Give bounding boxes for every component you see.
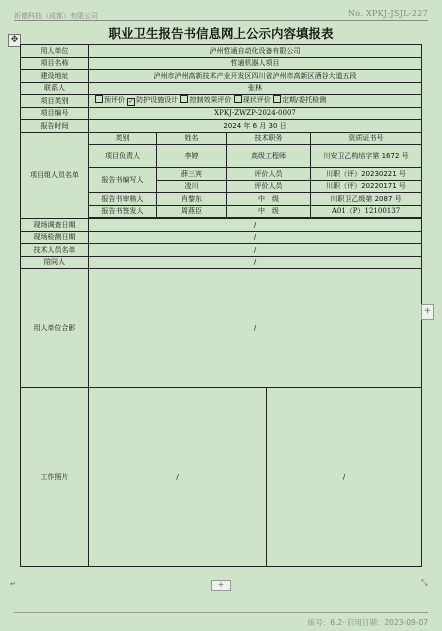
issuer-title[interactable]: 中 级	[227, 205, 311, 218]
address-label: 建设地址	[21, 70, 89, 83]
tech-staff-value[interactable]: /	[89, 244, 422, 257]
project-number-value[interactable]: XPKJ-ZWZP-2024-0007	[89, 107, 422, 120]
employer-coop-value[interactable]: /	[89, 269, 422, 388]
checkbox-icon	[180, 95, 188, 103]
checkbox-control-effect[interactable]: 控制效果评价	[180, 96, 231, 104]
address-value[interactable]: 泸州市泸州高新技术产业开发区四川省泸州市高新区酒谷大道五段	[89, 70, 422, 83]
add-row-icon[interactable]: +	[211, 580, 231, 591]
writer-1-cert[interactable]: 川职（评）20230221 号	[311, 168, 422, 181]
writer-label: 报告书编写人	[89, 168, 157, 193]
writer-2-title[interactable]: 评价人员	[227, 180, 311, 193]
photo-1-cell[interactable]: /	[89, 388, 267, 567]
employer-label: 用人单位	[21, 45, 89, 58]
footer-version: 版号：6.2··启用日期：2023-09-07	[307, 618, 428, 627]
checkbox-pre-assessment[interactable]: 预评价	[95, 96, 125, 104]
leader-label: 项目负责人	[89, 145, 157, 168]
project-number-label: 项目编号	[21, 107, 89, 120]
team-header-cert: 资质证书号	[311, 132, 422, 145]
reviewer-name[interactable]: 肖黎东	[157, 193, 227, 206]
sampling-date-value[interactable]: /	[89, 231, 422, 244]
reviewer-cert[interactable]: 川职卫乙级第 2087 号	[311, 193, 422, 206]
contact-value[interactable]: 张林	[89, 82, 422, 95]
project-type-label: 项目类别	[21, 95, 89, 108]
project-type-options	[89, 95, 422, 108]
writer-1-name[interactable]: 薛三宾	[157, 168, 227, 181]
team-header-title: 技术职务	[227, 132, 311, 145]
contact-label: 联系人	[21, 82, 89, 95]
footer-rule	[14, 612, 428, 613]
reviewer-label: 报告书审核人	[89, 193, 157, 206]
project-name-value[interactable]: 哲通机器人项目	[89, 57, 422, 70]
tech-staff-label: 技术人员名单	[21, 244, 89, 257]
table-resize-icon[interactable]: ⤡	[421, 578, 428, 587]
header-company: 祈德科技（成都）有限公司	[14, 12, 98, 20]
report-date-label: 报告时间	[21, 120, 89, 133]
issuer-cert[interactable]: A01（P）12100137	[311, 205, 422, 218]
report-date-value[interactable]: 2024 年 6 月 30 日	[89, 120, 422, 133]
reviewer-title[interactable]: 中 级	[227, 193, 311, 206]
writer-2-name[interactable]: 凌川	[157, 180, 227, 193]
issuer-label: 报告书签发人	[89, 205, 157, 218]
photo-2-cell[interactable]: /	[267, 388, 422, 567]
team-header-name: 姓名	[157, 132, 227, 145]
escort-value[interactable]: /	[89, 256, 422, 269]
writer-1-title[interactable]: 评价人员	[227, 168, 311, 181]
checkbox-icon	[273, 95, 281, 103]
page-title: 职业卫生报告书信息网上公示内容填报表	[108, 26, 334, 41]
checkbox-protection-design[interactable]: ✓ 防护设施设计	[128, 96, 179, 106]
leader-title[interactable]: 高级工程师	[227, 145, 311, 168]
survey-date-label: 现场调查日期	[21, 219, 89, 232]
escort-label: 陪同人	[21, 256, 89, 269]
table-move-handle-icon[interactable]: ✥	[8, 34, 21, 47]
team-header-category: 类别	[89, 132, 157, 145]
header-rule	[14, 20, 428, 21]
leader-name[interactable]: 李婷	[157, 145, 227, 168]
checkbox-periodic-testing[interactable]: 定期/委托检测	[273, 96, 326, 104]
leader-cert[interactable]: 川安卫乙构培字第 1672 号	[311, 145, 422, 168]
sampling-date-label: 现场检测日期	[21, 231, 89, 244]
disclosure-form-table	[20, 44, 422, 567]
photos-label: 工作照片	[21, 388, 89, 567]
survey-date-value[interactable]: /	[89, 219, 422, 232]
checkbox-status-assessment[interactable]: 现状评价	[234, 96, 271, 104]
paragraph-mark-icon: ↵	[10, 580, 16, 588]
header-doc-number: No. XPKJ-JSJL-227	[347, 9, 428, 18]
checkbox-icon	[95, 95, 103, 103]
issuer-name[interactable]: 周燕臣	[157, 205, 227, 218]
add-column-icon[interactable]: +	[421, 304, 434, 320]
checkbox-icon	[234, 95, 242, 103]
checked-checkbox-icon: ✓	[128, 98, 134, 106]
project-name-label: 项目名称	[21, 57, 89, 70]
writer-2-cert[interactable]: 川职（评）20220171 号	[311, 180, 422, 193]
team-section-label: 项目组人员名单	[21, 132, 89, 219]
employer-value[interactable]: 泸州哲通自动化设备有限公司	[89, 45, 422, 58]
employer-coop-label: 用人单位合影	[21, 269, 89, 388]
